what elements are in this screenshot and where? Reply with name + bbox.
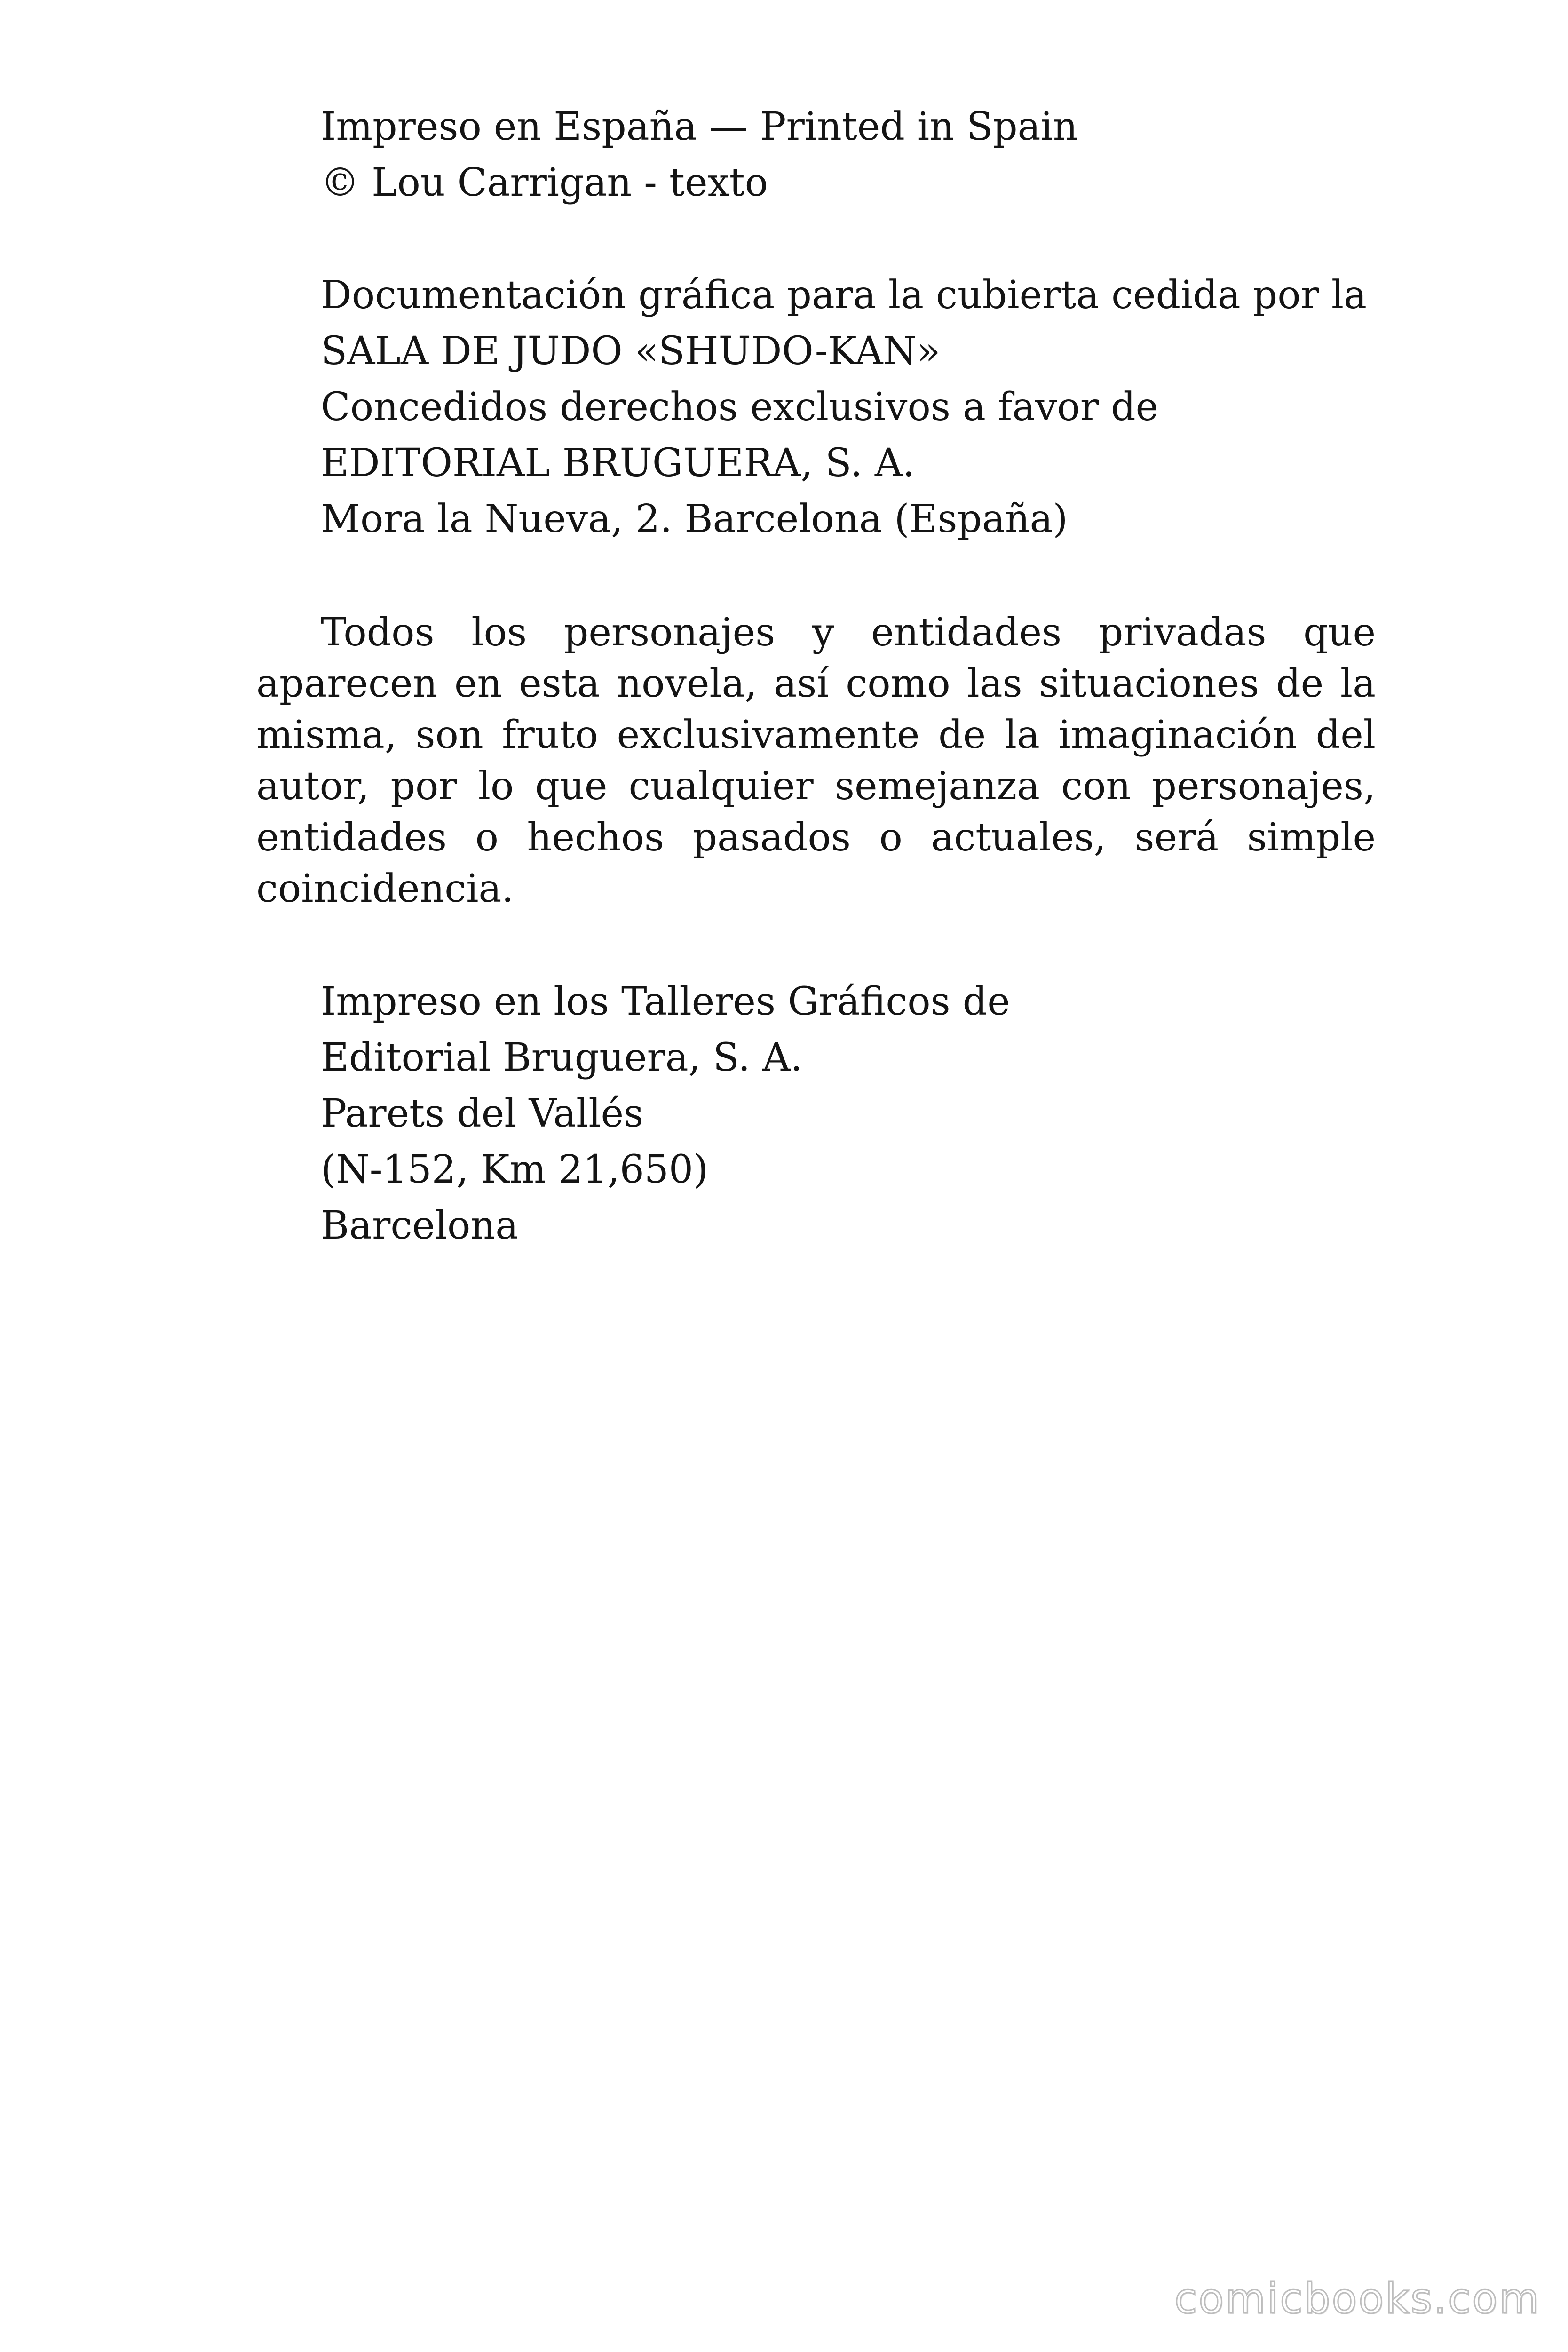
watermark: comicbooks.com: [1174, 2274, 1541, 2323]
disclaimer-block: [256, 607, 1376, 914]
documentation-line: SALA DE JUDO «SHUDO-KAN»: [321, 329, 941, 373]
disclaimer-row: autor, por lo que cualquier semejanza con personajes,: [256, 764, 1376, 809]
disclaimer-paragraph: [256, 607, 1376, 914]
documentation-line: Documentación gráfica para la cubierta cedida por la: [321, 273, 1367, 318]
printer-line: Impreso en los Talleres Gráficos de: [321, 979, 1010, 1024]
disclaimer-row: coincidencia.: [256, 866, 514, 911]
documentation-block: [256, 267, 1376, 547]
copyright-line: © Lou Carrigan - texto: [321, 160, 768, 205]
printer-city: Barcelona: [321, 1203, 519, 1248]
publisher-name: EDITORIAL BRUGUERA, S. A.: [321, 441, 915, 485]
disclaimer-row: aparecen en esta novela, así como las situaciones de la: [256, 661, 1376, 706]
imprint-line: Impreso en España — Printed in Spain: [321, 104, 1078, 149]
printer-line: Editorial Bruguera, S. A.: [321, 1035, 803, 1080]
printer-block: [256, 974, 1376, 1254]
disclaimer-row: Todos los personajes y entidades privadas que: [321, 610, 1376, 655]
imprint-block: [256, 99, 1376, 211]
printer-line: Parets del Vallés: [321, 1091, 644, 1136]
disclaimer-row: misma, son fruto exclusivamente de la imaginación del: [256, 713, 1376, 757]
documentation-line: Concedidos derechos exclusivos a favor de: [321, 385, 1159, 429]
disclaimer-row: entidades o hechos pasados o actuales, será simple: [256, 815, 1376, 860]
printer-line: (N-152, Km 21,650): [321, 1147, 709, 1192]
publisher-address: Mora la Nueva, 2. Barcelona (España): [321, 497, 1068, 541]
